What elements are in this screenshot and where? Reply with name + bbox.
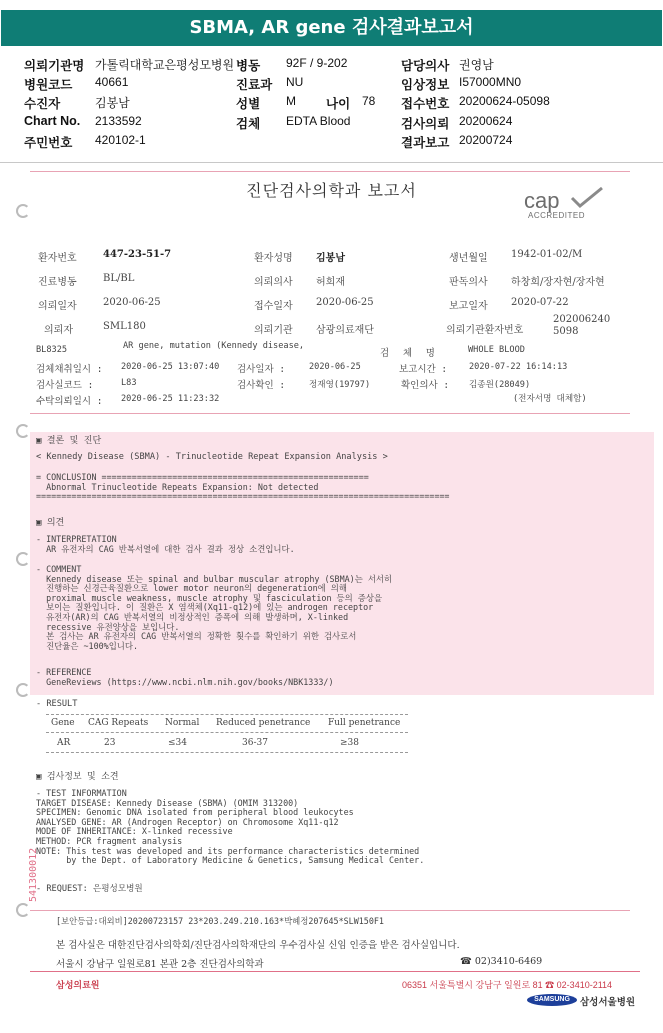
- age-value: 78: [362, 94, 376, 108]
- institution-patient-no-label: 의뢰기관환자번호: [446, 325, 524, 336]
- footer-pink-rule: [30, 910, 630, 911]
- sex-value: M: [286, 94, 296, 108]
- header-info-grid: [0, 56, 663, 156]
- e-signature-note: (전자서명 대체함): [513, 394, 587, 404]
- hosp-code-value: 40661: [95, 75, 129, 89]
- binder-hole-icon: [16, 204, 30, 218]
- receive-time-value: 2020-06-25 11:23:32: [121, 394, 220, 404]
- specimen-name-value: WHOLE BLOOD: [468, 345, 525, 355]
- chart-value: 2133592: [95, 114, 142, 128]
- sex-label: 성별: [236, 97, 261, 111]
- comment-block: - COMMENT Kennedy disease 또는 spinal and bulbar muscular atrophy (SBMA)는 서서히 진행하는 신경근육질환으로 lower motor neuron의 degeneration에 의해 proximal muscle weakness, muscle atrophy 및 fasciculation 등의 증상을 보이는 질환입니다. 이 질환은 X 염색체(Xq11-q12)에 있는 androgen receptor 유전자(AR)의 CAG 반복서열의 비정상적인 증폭에 의해 발생하며, X-linked recessive 유전양상을 보입니다. 본 검사는 AR 유전자의 CAG 반복서열의 정확한 횟수를 확인하기 위한 검사로서 진단율은 ~100%입니다.: [36, 564, 393, 651]
- dob-label: 생년월일: [449, 253, 488, 264]
- result-reduced-range: 36-37: [242, 738, 268, 748]
- lab-address: 서울시 강남구 일원로81 본관 2층 진단검사의학과: [56, 959, 264, 970]
- institution-label: 의뢰기관: [254, 325, 293, 336]
- binder-hole-icon: [16, 552, 30, 566]
- patient-name-value: 김봉남: [316, 253, 345, 264]
- report-time-value: 2020-07-22 16:14:13: [469, 362, 568, 372]
- test-name: AR gene, mutation (Kennedy disease,: [123, 341, 305, 351]
- doctor-value: 권영남: [459, 58, 494, 72]
- certification-note: 본 검사실은 대한진단검사의학회/진단검사의학재단의 우수검사실 신임 인증을 받은 검사실입니다.: [56, 940, 460, 951]
- dept-value: NU: [286, 75, 304, 89]
- footer-red-rule: [30, 971, 640, 972]
- security-line: [보안등급:대외비]20200723157 23*203.249.210.163*박혜정207645*SLW150F1: [56, 916, 384, 926]
- requester-label: 의뢰자: [44, 325, 73, 336]
- hospital-label: 의뢰기관명: [24, 59, 85, 73]
- org-name-left: 삼성의료원: [56, 980, 100, 990]
- result-gene: AR: [57, 738, 71, 748]
- test-date-label: 검사일자 :: [237, 364, 286, 375]
- binder-hole-icon: [16, 903, 30, 917]
- result-header-reduced: Reduced penetrance: [216, 718, 311, 728]
- request-date-label: 검사의뢰: [401, 117, 450, 131]
- doctor-label: 담당의사: [401, 59, 450, 73]
- reference-block: - REFERENCE GeneReviews (https://www.ncbi.nlm.nih.gov/books/NBK1333/): [36, 667, 334, 687]
- reading-doctor-label: 판독의사: [449, 277, 488, 288]
- analysis-subtitle: < Kennedy Disease (SBMA) - Trinucleotide Repeat Expansion Analysis >: [36, 452, 388, 462]
- receipt-date-value: 2020-06-25: [316, 297, 374, 308]
- patient-name-label: 환자성명: [254, 253, 293, 264]
- request-line: - REQUEST: 은평성모병원: [36, 884, 143, 894]
- section-pink-rule: [30, 413, 630, 414]
- chart-label: Chart No.: [24, 114, 81, 128]
- age-label: 나이: [326, 97, 351, 111]
- ordering-doctor-value: 허희재: [316, 277, 345, 288]
- binder-hole-icon: [16, 424, 30, 438]
- binder-hole-icon: [16, 683, 30, 697]
- conclusion-block: = CONCLUSION ===================================================== Abnormal Trinucleotide Repeats Expansion: Not detected ==================================================================================: [36, 473, 450, 502]
- patient-no-label: 환자번호: [38, 253, 77, 264]
- result-label: - RESULT: [36, 699, 78, 709]
- result-normal-range: ≤34: [168, 738, 187, 748]
- test-code: BL8325: [36, 345, 68, 355]
- confirm-doctor-value: 김종원(28049): [469, 380, 531, 390]
- test-date-value: 2020-06-25: [309, 362, 361, 372]
- specimen-name-label: 검 체 명: [380, 348, 439, 359]
- receipt-date-label: 접수일자: [254, 301, 293, 312]
- hospital-value: 가톨릭대학교은평성모병원: [95, 58, 235, 72]
- ordering-doctor-label: 의뢰의사: [254, 277, 293, 288]
- result-header-normal: Normal: [165, 718, 200, 728]
- specimen-label: 검체: [236, 117, 261, 131]
- report-date-label-2: 보고일자: [449, 301, 488, 312]
- report-date-label: 결과보고: [401, 136, 450, 150]
- institution-value: 삼광의료재단: [316, 325, 374, 336]
- interpretation-block: - INTERPRETATION AR 유전자의 CAG 반복서열에 대한 검사 결과 정상 소견입니다.: [36, 534, 295, 554]
- receipt-label: 접수번호: [401, 97, 450, 111]
- header-divider: [0, 162, 663, 163]
- lab-code-value: L83: [121, 378, 137, 388]
- dept-label: 진료과: [236, 78, 273, 92]
- lab-code-label: 검사실코드 :: [36, 380, 94, 391]
- ward-label: 병동: [236, 59, 261, 73]
- resident-id-label: 주민번호: [24, 136, 73, 150]
- report-title-bar: SBMA, AR gene 검사결과보고서: [1, 10, 662, 46]
- receipt-value: 20200624-05098: [459, 94, 550, 108]
- result-full-range: ≥38: [340, 738, 359, 748]
- care-ward-label: 진료병동: [38, 277, 77, 288]
- patient-no-value: 447-23-51-7: [103, 249, 172, 260]
- ward-value: 92F / 9-202: [286, 56, 348, 70]
- top-pink-rule: [30, 171, 630, 172]
- result-cag-repeats: 23: [104, 738, 116, 748]
- samsung-logo-icon: [527, 994, 577, 1006]
- result-header-full: Full penetrance: [328, 718, 401, 728]
- svg-text:ACCREDITED: ACCREDITED: [528, 211, 586, 220]
- result-header-gene: Gene: [51, 718, 75, 728]
- requester-value: SML180: [103, 321, 146, 332]
- test-info-heading: ▣ 검사정보 및 소견: [36, 772, 119, 782]
- collect-time-label: 검체채취일시 :: [36, 364, 103, 375]
- report-date-value: 20200724: [459, 133, 513, 147]
- hospital-brand: 삼성서울병원: [580, 997, 636, 1008]
- report-date-value-2: 2020-07-22: [511, 297, 569, 308]
- care-ward-value: BL/BL: [103, 273, 135, 284]
- patient-label: 수진자: [24, 97, 61, 111]
- specimen-value: EDTA Blood: [286, 114, 351, 128]
- svg-text:cap: cap: [524, 188, 560, 213]
- result-header-cag: CAG Repeats: [88, 718, 149, 728]
- clinical-value: I57000MN0: [459, 75, 522, 89]
- dob-value: 1942-01-02/M: [511, 249, 583, 260]
- cap-check-icon: [522, 186, 608, 222]
- institution-patient-no-value: 2020062405098: [553, 314, 611, 337]
- samsung-wordmark: SAMSUNG: [534, 996, 570, 1003]
- lab-report-title: 진단검사의학과 보고서: [246, 181, 417, 200]
- side-reference-number: 541300012: [28, 847, 39, 902]
- lab-phone: ☎ 02)3410-6469: [460, 956, 543, 967]
- test-confirm-label: 검사확인 :: [237, 380, 286, 391]
- results-highlight-area: [30, 432, 654, 695]
- order-date-label: 의뢰일자: [38, 301, 77, 312]
- conclusion-heading: ▣ 결론 및 진단: [36, 436, 102, 446]
- test-information-block: - TEST INFORMATION TARGET DISEASE: Kennedy Disease (SBMA) (OMIM 313200) SPECIMEN: Genomic DNA isolated from peripheral blood leukocytes ANALYSED GENE: AR (Androgen Receptor) on Chromosome Xq11-q12 MODE OF INHERITANCE: X-linked recessive METHOD: PCR fragment analysis NOTE: This test was developed and its performance characteristics determined by the Dept. of Laboratory Medicine & Genetics, Samsung Medical Center.: [36, 788, 425, 866]
- org-address: 06351 서울특별시 강남구 일원로 81 ☎ 02-3410-2114: [402, 980, 613, 990]
- patient-value: 김봉남: [95, 96, 130, 110]
- clinical-label: 임상정보: [401, 78, 450, 92]
- confirm-doctor-label: 확인의사 :: [401, 380, 450, 391]
- receive-time-label: 수탁의뢰일시 :: [36, 396, 103, 407]
- cap-accredited-logo: [522, 186, 608, 220]
- test-confirm-value: 정재영(19797): [309, 380, 371, 390]
- report-time-label: 보고시간 :: [399, 364, 448, 375]
- request-date-value: 20200624: [459, 114, 513, 128]
- reading-doctor-value: 하창희/장자현/장자현: [511, 277, 605, 288]
- opinion-heading: ▣ 의견: [36, 518, 65, 528]
- resident-id-value: 420102-1: [95, 133, 146, 147]
- hosp-code-label: 병원코드: [24, 78, 73, 92]
- order-date-value: 2020-06-25: [103, 297, 161, 308]
- collect-time-value: 2020-06-25 13:07:40: [121, 362, 220, 372]
